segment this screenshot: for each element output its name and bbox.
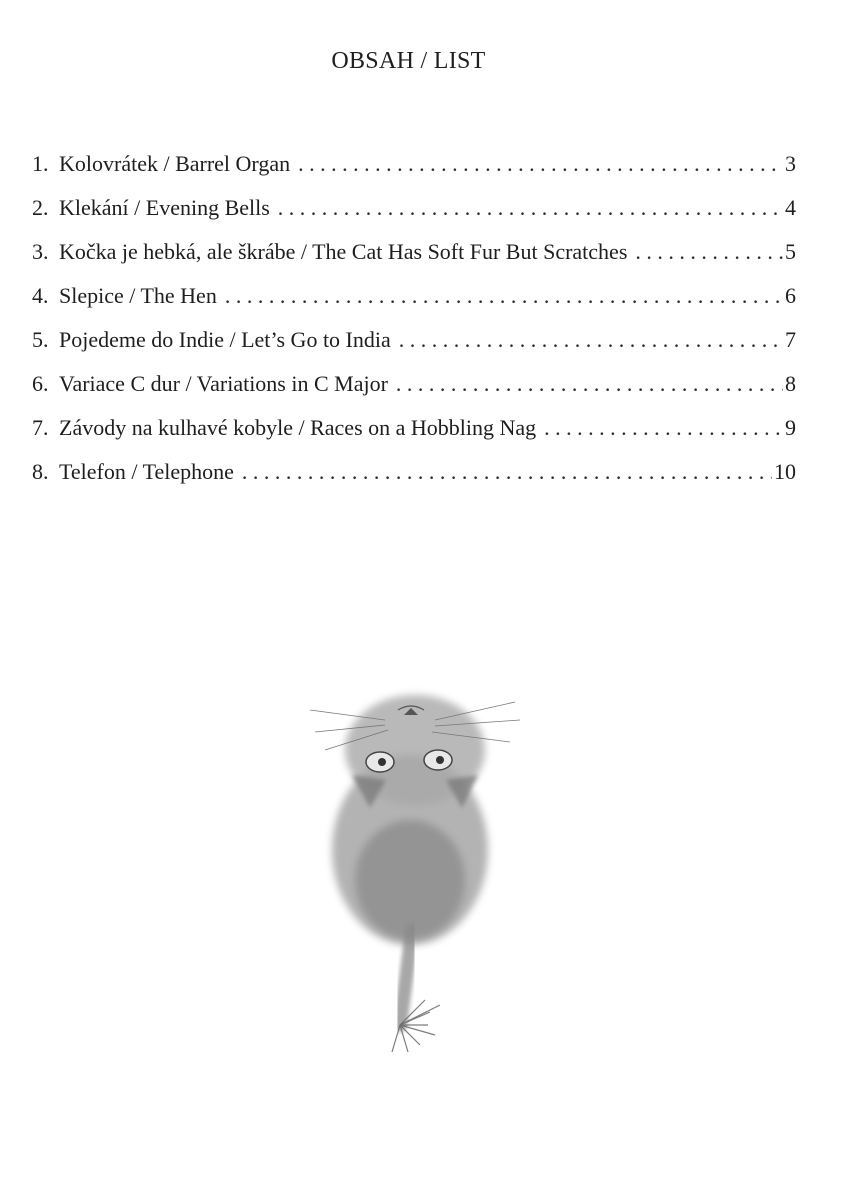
toc-entry-title: Telefon / Telephone [59, 459, 234, 484]
dot-leader [225, 278, 783, 314]
toc-entry [32, 410, 796, 454]
toc-entry [32, 190, 796, 234]
dot-leader [396, 366, 783, 402]
cat-pupil-left [378, 758, 386, 766]
toc-entry-page: 10 [774, 459, 796, 484]
toc-entry [32, 454, 796, 498]
dot-leader [399, 322, 783, 358]
toc-entry-number: 4. [32, 283, 49, 308]
table-of-contents [32, 146, 796, 498]
dot-leader [298, 146, 783, 182]
toc-entry-number: 3. [32, 239, 49, 264]
toc-entry-number: 5. [32, 327, 49, 352]
toc-entry-title: Pojedeme do Indie / Let’s Go to India [59, 327, 391, 352]
dot-leader [278, 190, 783, 226]
toc-entry-number: 8. [32, 459, 49, 484]
toc-entry [32, 234, 796, 278]
dot-leader [242, 454, 772, 490]
toc-entry-page: 6 [785, 283, 796, 308]
toc-entry [32, 278, 796, 322]
cat-pupil-right [436, 756, 444, 764]
toc-entry-title: Variace C dur / Variations in C Major [59, 371, 388, 396]
dot-leader [635, 234, 783, 270]
cat-drawing-icon [300, 680, 530, 1080]
toc-entry-number: 6. [32, 371, 49, 396]
toc-entry-page: 7 [785, 327, 796, 352]
toc-entry-page: 8 [785, 371, 796, 396]
page-title: OBSAH / LIST [331, 48, 486, 74]
toc-entry [32, 146, 796, 190]
toc-entry-title: Slepice / The Hen [59, 283, 217, 308]
toc-entry-title: Závody na kulhavé kobyle / Races on a Hobbling Nag [59, 415, 537, 440]
dot-leader [544, 410, 783, 446]
toc-entry [32, 322, 796, 366]
toc-entry-page: 9 [785, 415, 796, 440]
toc-entry [32, 366, 796, 410]
cat-belly-shadow [355, 820, 465, 940]
toc-entry-page: 5 [785, 239, 796, 264]
toc-entry-number: 7. [32, 415, 49, 440]
toc-entry-page: 3 [785, 151, 796, 176]
toc-entry-title: Klekání / Evening Bells [59, 195, 270, 220]
toc-entry-number: 1. [32, 151, 49, 176]
toc-entry-title: Kolovrátek / Barrel Organ [59, 151, 291, 176]
toc-entry-page: 4 [785, 195, 796, 220]
toc-entry-number: 2. [32, 195, 49, 220]
toc-entry-title: Kočka je hebká, ale škrábe / The Cat Has Soft Fur But Scratches [59, 239, 628, 264]
